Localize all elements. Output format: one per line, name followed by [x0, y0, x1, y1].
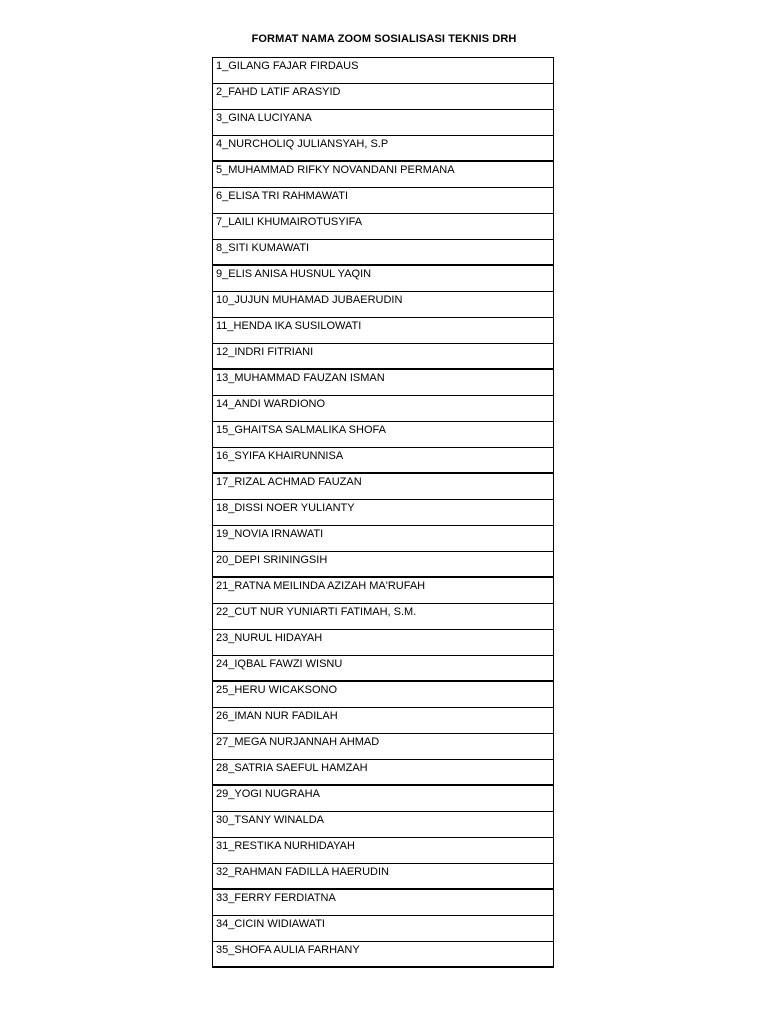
- list-item: 35_SHOFA AULIA FARHANY: [213, 942, 553, 968]
- list-item: 26_IMAN NUR FADILAH: [213, 708, 553, 734]
- list-item: 15_GHAITSA SALMALIKA SHOFA: [213, 422, 553, 448]
- list-item: 2_FAHD LATIF ARASYID: [213, 84, 553, 110]
- list-item: 31_RESTIKA NURHIDAYAH: [213, 838, 553, 864]
- list-item: 23_NURUL HIDAYAH: [213, 630, 553, 656]
- list-item: 16_SYIFA KHAIRUNNISA: [213, 448, 553, 474]
- list-item: 1_GILANG FAJAR FIRDAUS: [213, 58, 553, 84]
- list-item: 29_YOGI NUGRAHA: [213, 786, 553, 812]
- list-item: 19_NOVIA IRNAWATI: [213, 526, 553, 552]
- list-item: 24_IQBAL FAWZI WISNU: [213, 656, 553, 682]
- list-item: 25_HERU WICAKSONO: [213, 682, 553, 708]
- page-title: FORMAT NAMA ZOOM SOSIALISASI TEKNIS DRH: [251, 33, 517, 45]
- list-item: 10_JUJUN MUHAMAD JUBAERUDIN: [213, 292, 553, 318]
- list-item: 28_SATRIA SAEFUL HAMZAH: [213, 760, 553, 786]
- list-item: 30_TSANY WINALDA: [213, 812, 553, 838]
- list-item: 17_RIZAL ACHMAD FAUZAN: [213, 474, 553, 500]
- list-item: 12_INDRI FITRIANI: [213, 344, 553, 370]
- list-item: 9_ELIS ANISA HUSNUL YAQIN: [213, 266, 553, 292]
- name-list-table: [212, 57, 554, 968]
- list-item: 11_HENDA IKA SUSILOWATI: [213, 318, 553, 344]
- list-item: 3_GINA LUCIYANA: [213, 110, 553, 136]
- list-item: 4_NURCHOLIQ JULIANSYAH, S.P: [213, 136, 553, 162]
- list-item: 20_DEPI SRININGSIH: [213, 552, 553, 578]
- list-item: 5_MUHAMMAD RIFKY NOVANDANI PERMANA: [213, 162, 553, 188]
- list-item: 18_DISSI NOER YULIANTY: [213, 500, 553, 526]
- list-item: 34_CICIN WIDIAWATI: [213, 916, 553, 942]
- list-item: 6_ELISA TRI RAHMAWATI: [213, 188, 553, 214]
- list-item: 8_SITI KUMAWATI: [213, 240, 553, 266]
- list-item: 21_RATNA MEILINDA AZIZAH MA'RUFAH: [213, 578, 553, 604]
- list-item: 14_ANDI WARDIONO: [213, 396, 553, 422]
- list-item: 22_CUT NUR YUNIARTI FATIMAH, S.M.: [213, 604, 553, 630]
- list-item: 33_FERRY FERDIATNA: [213, 890, 553, 916]
- list-item: 13_MUHAMMAD FAUZAN ISMAN: [213, 370, 553, 396]
- list-item: 27_MEGA NURJANNAH AHMAD: [213, 734, 553, 760]
- list-item: 32_RAHMAN FADILLA HAERUDIN: [213, 864, 553, 890]
- list-item: 7_LAILI KHUMAIROTUSYIFA: [213, 214, 553, 240]
